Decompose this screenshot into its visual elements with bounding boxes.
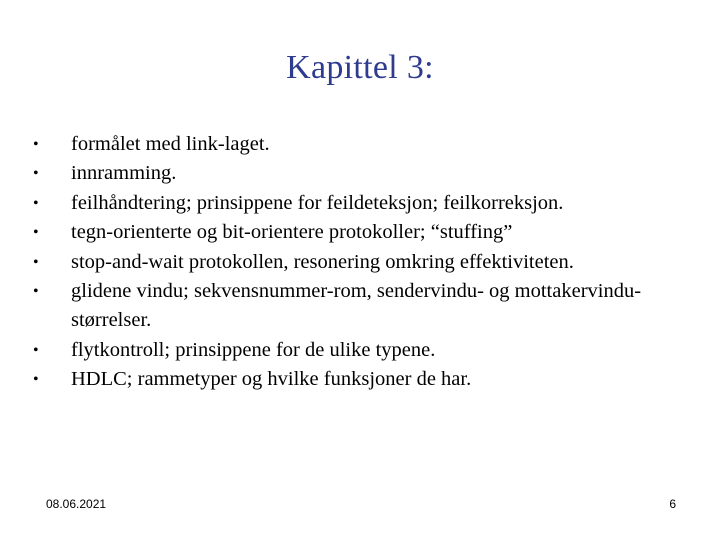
bullet-text: flytkontroll; prinsippene for de ulike typene. xyxy=(71,338,436,361)
bullet-text: stop-and-wait protokollen, resonering omkring effektiviteten. xyxy=(71,250,574,273)
bullet-icon: • xyxy=(33,165,39,183)
bullet-item xyxy=(0,365,720,394)
bullet-icon: • xyxy=(33,253,39,271)
bullet-item xyxy=(0,189,720,218)
bullet-item xyxy=(0,248,720,277)
bullet-item xyxy=(0,130,720,159)
bullet-icon: • xyxy=(33,136,39,153)
bullet-text: glidene vindu; sekvensnummer-rom, sendervindu- og mottakervindu-størrelser. xyxy=(71,280,642,332)
bullet-icon: • xyxy=(33,371,39,389)
bullet-icon: • xyxy=(33,194,39,212)
bullet-item xyxy=(0,277,720,336)
footer-page-number: 6 xyxy=(669,497,676,511)
bullet-text: innramming. xyxy=(71,162,177,185)
bullet-text: feilhåndtering; prinsippene for feildeteksjon; feilkorreksjon. xyxy=(71,191,564,214)
bullet-text: tegn-orienterte og bit-orientere protokoller; “stuffing” xyxy=(71,221,513,244)
bullet-icon: • xyxy=(33,341,39,359)
bullet-list xyxy=(0,130,720,395)
footer-date: 08.06.2021 xyxy=(46,497,107,511)
bullet-text: formålet med link-laget. xyxy=(71,133,270,155)
bullet-item xyxy=(0,159,720,188)
bullet-item xyxy=(0,336,720,365)
bullet-icon: • xyxy=(33,283,39,301)
bullet-text: HDLC; rammetyper og hvilke funksjoner de har. xyxy=(71,368,472,391)
bullet-item xyxy=(0,218,720,247)
slide-title: Kapittel 3: xyxy=(286,49,434,86)
bullet-icon: • xyxy=(33,224,39,242)
